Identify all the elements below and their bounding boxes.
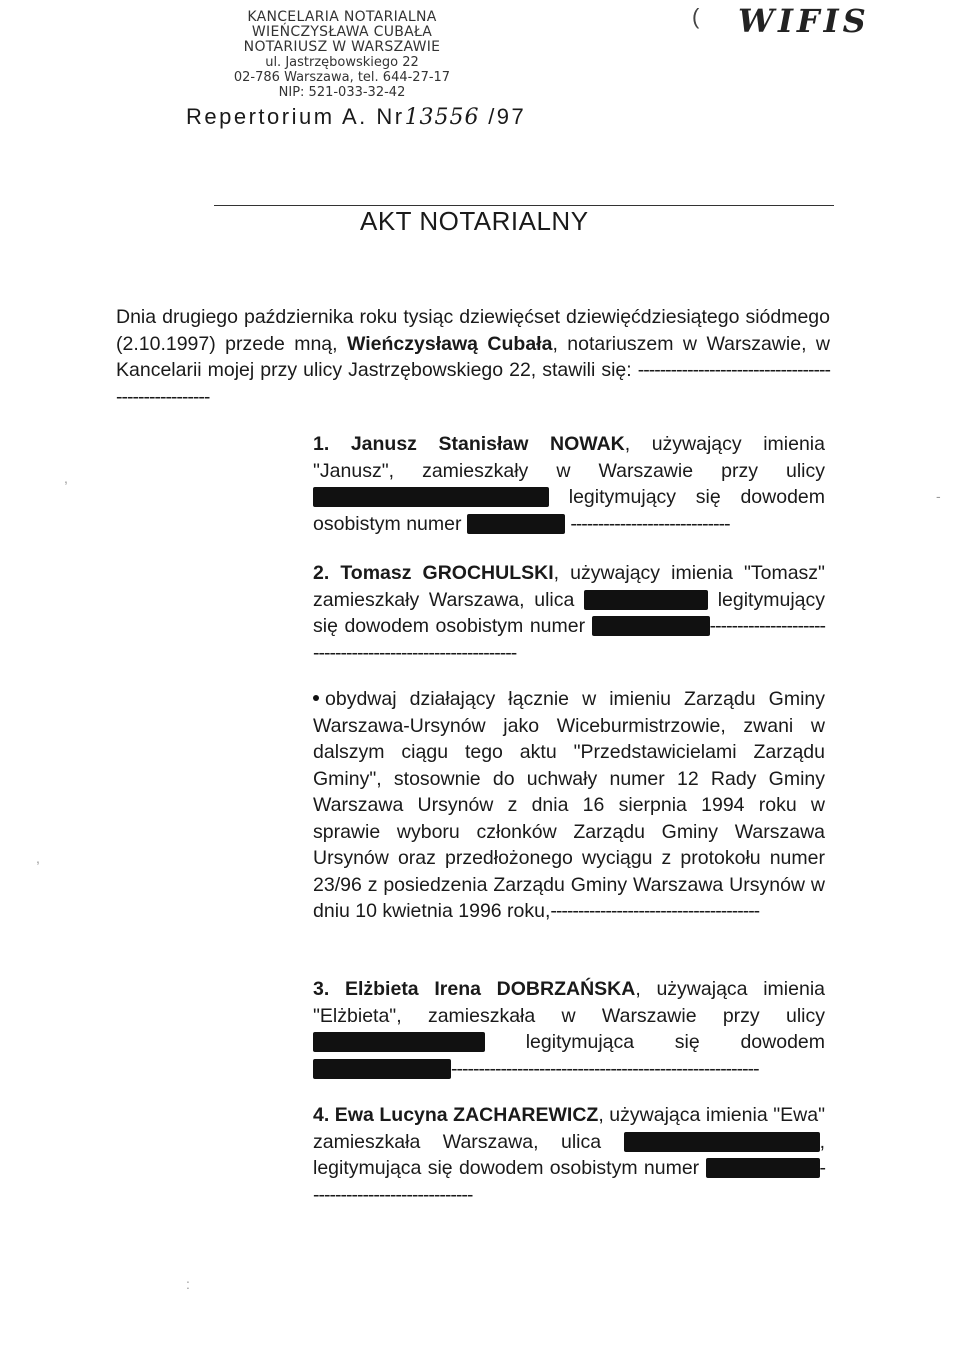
party-2-dashes: ---------------------------------------------------------- xyxy=(313,615,825,664)
scan-speck: : xyxy=(186,1276,190,1292)
stamp-mark: ( xyxy=(692,4,700,29)
intro-text-b: , notariuszem w Warszawie, w Kancelarii mojej przy ulicy Jastrzębowskiego 22, stawili się: xyxy=(116,332,830,381)
scan-speck: , xyxy=(36,850,40,866)
party-4-name: 4. Ewa Lucyna ZACHAREWICZ xyxy=(313,1104,599,1126)
intro-paragraph xyxy=(116,304,830,410)
scan-speck: - xyxy=(936,488,941,504)
party-1-text-b: legitymujący się dowodem osobistym numer xyxy=(313,486,825,535)
scan-speck: , xyxy=(64,470,68,486)
intro-text-a: Dnia drugiego października roku tysiąc dziewięćset dziewięćdziesiątego siódmego (2.10.1997) przede mną, xyxy=(116,306,830,355)
redaction-bar xyxy=(313,487,549,507)
party-2-name: 2. Tomasz GROCHULSKI xyxy=(313,562,554,584)
header-line-office: KANCELARIA NOTARIALNA xyxy=(247,9,437,25)
redaction-bar xyxy=(624,1132,820,1152)
party-3-dashes: -------------------------------------------------------- xyxy=(451,1057,759,1080)
party-1-paragraph xyxy=(313,431,825,537)
party-1-text-a: , używający imienia "Janusz", zamieszkały w Warszawie przy ulicy xyxy=(313,433,825,482)
redaction-bar xyxy=(313,1032,485,1052)
representation-dashes: -------------------------------------- xyxy=(550,900,760,922)
party-4-dashes: ------------------------------ xyxy=(313,1157,825,1206)
notary-office-header xyxy=(192,10,492,100)
notary-name: Wieńczysławą Cubała xyxy=(347,332,553,355)
representation-text: obydwaj działający łącznie w imieniu Zarządu Gminy Warszawa-Ursynów jako Wiceburmistrzowie, zwani w dalszym ciągu tego aktu "Przedstawicielami Zarządu Gminy", stosownie do uchwały numer 12 Rady Gminy Warszawa Ursynów z dnia 16 sierpnia 1994 roku w sprawie wyboru członków Zarządu Gminy Warszawa Ursynów oraz przedłożonego wyciągu z protokołu numer 23/96 z posiedzenia Zarządu Gminy Warszawa Ursynów w dniu 10 kwietnia 1996 roku, xyxy=(313,688,825,922)
repertorium-label: Repertorium A. Nr xyxy=(186,104,405,129)
redaction-bar xyxy=(467,514,565,534)
party-2-text-a: , używający imienia "Tomasz" zamieszkały Warszawa, ulica xyxy=(313,562,825,611)
party-3-name: 3. Elżbieta Irena DOBRZAŃSKA xyxy=(313,978,636,1000)
document-title: AKT NOTARIALNY xyxy=(360,206,589,236)
party-3-paragraph xyxy=(313,976,825,1082)
redaction-bar xyxy=(706,1158,820,1178)
intro-dashes: ---------------------------------------------------- xyxy=(116,359,830,408)
header-line-nip: NIP: 521-033-32-42 xyxy=(278,85,406,100)
redaction-bar xyxy=(584,590,708,610)
party-1-dashes: ----------------------------- xyxy=(570,512,730,535)
header-line-notary-title: NOTARIUSZ W WARSZAWIE xyxy=(243,39,441,55)
header-line-city-phone: 02-786 Warszawa, tel. 644-27-17 xyxy=(233,70,451,85)
representation-paragraph xyxy=(313,686,825,925)
redaction-bar xyxy=(313,1059,451,1079)
bullet-icon xyxy=(313,695,319,701)
header-line-street: ul. Jastrzębowskiego 22 xyxy=(265,55,419,70)
party-4-text-a: , używająca imienia "Ewa" zamieszkała Warszawa, ulica xyxy=(313,1104,825,1153)
party-2-text-b: legitymujący się dowodem osobistym numer xyxy=(313,588,825,637)
repertorium-number: 13556 xyxy=(404,105,480,130)
party-2-paragraph xyxy=(313,560,825,666)
repertorium-line xyxy=(186,104,526,130)
repertorium-year: /97 xyxy=(488,104,527,129)
party-3-text-b: legitymująca się dowodem xyxy=(525,1031,825,1053)
party-4-text-b: , legitymująca się dowodem osobistym numer xyxy=(313,1130,825,1179)
party-4-paragraph xyxy=(313,1102,825,1208)
party-1-name: 1. Janusz Stanisław NOWAK xyxy=(313,433,625,455)
stamp-text: WIFIS xyxy=(738,2,870,40)
redaction-bar xyxy=(592,616,710,636)
party-3-text-a: , używająca imienia "Elżbieta", zamieszkała w Warszawie przy ulicy xyxy=(313,978,825,1027)
header-line-notary-name: WIEŃCZYSŁAWA CUBAŁA xyxy=(251,24,433,40)
